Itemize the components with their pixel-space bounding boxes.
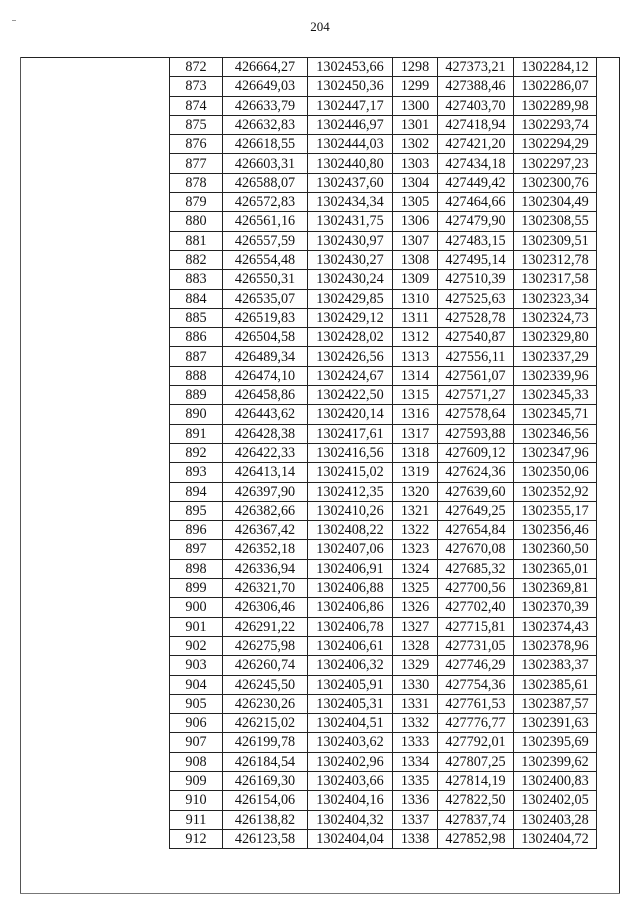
x-coordinate-cell: 426382,66 [223, 501, 308, 520]
y-coordinate-cell: 1302395,69 [514, 733, 597, 752]
table-row [170, 173, 597, 192]
x-coordinate-cell: 426633,79 [223, 96, 308, 115]
y-coordinate-cell: 1302406,91 [308, 559, 393, 578]
table-row [170, 810, 597, 829]
x-coordinate-cell: 427495,14 [438, 250, 514, 269]
y-coordinate-cell: 1302422,50 [308, 386, 393, 405]
y-coordinate-cell: 1302374,43 [514, 617, 597, 636]
y-coordinate-cell: 1302447,17 [308, 96, 393, 115]
table-row [170, 675, 597, 694]
table-row [170, 733, 597, 752]
y-coordinate-cell: 1302429,12 [308, 308, 393, 327]
x-coordinate-cell: 427540,87 [438, 328, 514, 347]
y-coordinate-cell: 1302444,03 [308, 135, 393, 154]
point-number-cell: 880 [170, 212, 223, 231]
point-number-cell: 1317 [393, 424, 438, 443]
table-row [170, 559, 597, 578]
y-coordinate-cell: 1302417,61 [308, 424, 393, 443]
y-coordinate-cell: 1302429,85 [308, 289, 393, 308]
y-coordinate-cell: 1302424,67 [308, 366, 393, 385]
y-coordinate-cell: 1302297,23 [514, 154, 597, 173]
point-number-cell: 904 [170, 675, 223, 694]
table-row [170, 463, 597, 482]
table-row [170, 250, 597, 269]
point-number-cell: 878 [170, 173, 223, 192]
x-coordinate-cell: 426519,83 [223, 308, 308, 327]
y-coordinate-cell: 1302434,34 [308, 193, 393, 212]
point-number-cell: 1320 [393, 482, 438, 501]
y-coordinate-cell: 1302360,50 [514, 540, 597, 559]
y-coordinate-cell: 1302324,73 [514, 308, 597, 327]
x-coordinate-cell: 427702,40 [438, 598, 514, 617]
point-number-cell: 1299 [393, 77, 438, 96]
y-coordinate-cell: 1302406,86 [308, 598, 393, 617]
x-coordinate-cell: 426123,58 [223, 829, 308, 848]
x-coordinate-cell: 426474,10 [223, 366, 308, 385]
x-coordinate-cell: 427776,77 [438, 714, 514, 733]
y-coordinate-cell: 1302289,98 [514, 96, 597, 115]
y-coordinate-cell: 1302369,81 [514, 579, 597, 598]
table-row [170, 308, 597, 327]
x-coordinate-cell: 426138,82 [223, 810, 308, 829]
x-coordinate-cell: 426428,38 [223, 424, 308, 443]
y-coordinate-cell: 1302430,24 [308, 270, 393, 289]
table-row [170, 694, 597, 713]
point-number-cell: 1336 [393, 791, 438, 810]
x-coordinate-cell: 427792,01 [438, 733, 514, 752]
x-coordinate-cell: 427556,11 [438, 347, 514, 366]
table-row [170, 96, 597, 115]
point-number-cell: 1334 [393, 752, 438, 771]
y-coordinate-cell: 1302378,96 [514, 636, 597, 655]
point-number-cell: 1304 [393, 173, 438, 192]
y-coordinate-cell: 1302391,63 [514, 714, 597, 733]
table-row [170, 424, 597, 443]
x-coordinate-cell: 427731,05 [438, 636, 514, 655]
y-coordinate-cell: 1302407,06 [308, 540, 393, 559]
point-number-cell: 881 [170, 231, 223, 250]
y-coordinate-cell: 1302428,02 [308, 328, 393, 347]
x-coordinate-cell: 427464,66 [438, 193, 514, 212]
table-row [170, 212, 597, 231]
x-coordinate-cell: 427670,08 [438, 540, 514, 559]
point-number-cell: 879 [170, 193, 223, 212]
y-coordinate-cell: 1302406,78 [308, 617, 393, 636]
x-coordinate-cell: 426352,18 [223, 540, 308, 559]
table-row [170, 405, 597, 424]
point-number-cell: 1338 [393, 829, 438, 848]
y-coordinate-cell: 1302415,02 [308, 463, 393, 482]
point-number-cell: 907 [170, 733, 223, 752]
x-coordinate-cell: 426504,58 [223, 328, 308, 347]
x-coordinate-cell: 426367,42 [223, 521, 308, 540]
x-coordinate-cell: 426169,30 [223, 771, 308, 790]
table-row [170, 617, 597, 636]
x-coordinate-cell: 426215,02 [223, 714, 308, 733]
table-row [170, 791, 597, 810]
y-coordinate-cell: 1302345,71 [514, 405, 597, 424]
x-coordinate-cell: 426230,26 [223, 694, 308, 713]
point-number-cell: 900 [170, 598, 223, 617]
x-coordinate-cell: 426588,07 [223, 173, 308, 192]
point-number-cell: 1315 [393, 386, 438, 405]
y-coordinate-cell: 1302402,05 [514, 791, 597, 810]
x-coordinate-cell: 427746,29 [438, 656, 514, 675]
x-coordinate-cell: 426632,83 [223, 115, 308, 134]
point-number-cell: 902 [170, 636, 223, 655]
point-number-cell: 882 [170, 250, 223, 269]
x-coordinate-cell: 427822,50 [438, 791, 514, 810]
x-coordinate-cell: 427624,36 [438, 463, 514, 482]
table-row [170, 347, 597, 366]
y-coordinate-cell: 1302355,17 [514, 501, 597, 520]
y-coordinate-cell: 1302405,31 [308, 694, 393, 713]
point-number-cell: 876 [170, 135, 223, 154]
point-number-cell: 908 [170, 752, 223, 771]
point-number-cell: 1335 [393, 771, 438, 790]
y-coordinate-cell: 1302312,78 [514, 250, 597, 269]
table-row [170, 771, 597, 790]
x-coordinate-cell: 426554,48 [223, 250, 308, 269]
table-row [170, 598, 597, 617]
y-coordinate-cell: 1302406,32 [308, 656, 393, 675]
y-coordinate-cell: 1302431,75 [308, 212, 393, 231]
y-coordinate-cell: 1302404,32 [308, 810, 393, 829]
y-coordinate-cell: 1302385,61 [514, 675, 597, 694]
point-number-cell: 1333 [393, 733, 438, 752]
point-number-cell: 1325 [393, 579, 438, 598]
table-row [170, 77, 597, 96]
y-coordinate-cell: 1302383,37 [514, 656, 597, 675]
point-number-cell: 910 [170, 791, 223, 810]
y-coordinate-cell: 1302412,35 [308, 482, 393, 501]
x-coordinate-cell: 426306,46 [223, 598, 308, 617]
x-coordinate-cell: 426618,55 [223, 135, 308, 154]
y-coordinate-cell: 1302420,14 [308, 405, 393, 424]
x-coordinate-cell: 426413,14 [223, 463, 308, 482]
x-coordinate-cell: 427571,27 [438, 386, 514, 405]
x-coordinate-cell: 426184,54 [223, 752, 308, 771]
y-coordinate-cell: 1302440,80 [308, 154, 393, 173]
table-row [170, 135, 597, 154]
point-number-cell: 1331 [393, 694, 438, 713]
x-coordinate-cell: 427418,94 [438, 115, 514, 134]
table-row [170, 579, 597, 598]
x-coordinate-cell: 426275,98 [223, 636, 308, 655]
x-coordinate-cell: 427761,53 [438, 694, 514, 713]
point-number-cell: 1322 [393, 521, 438, 540]
y-coordinate-cell: 1302347,96 [514, 443, 597, 462]
x-coordinate-cell: 426664,27 [223, 58, 308, 77]
x-coordinate-cell: 426458,86 [223, 386, 308, 405]
point-number-cell: 1311 [393, 308, 438, 327]
table-row [170, 752, 597, 771]
point-number-cell: 1298 [393, 58, 438, 77]
x-coordinate-cell: 427837,74 [438, 810, 514, 829]
table-row [170, 521, 597, 540]
x-coordinate-cell: 427609,12 [438, 443, 514, 462]
point-number-cell: 1321 [393, 501, 438, 520]
x-coordinate-cell: 427578,64 [438, 405, 514, 424]
x-coordinate-cell: 427434,18 [438, 154, 514, 173]
y-coordinate-cell: 1302405,91 [308, 675, 393, 694]
y-coordinate-cell: 1302406,88 [308, 579, 393, 598]
table-row [170, 501, 597, 520]
x-coordinate-cell: 426489,34 [223, 347, 308, 366]
x-coordinate-cell: 427510,39 [438, 270, 514, 289]
x-coordinate-cell: 426245,50 [223, 675, 308, 694]
bottom-frame-rule [20, 893, 620, 894]
point-number-cell: 1319 [393, 463, 438, 482]
y-coordinate-cell: 1302437,60 [308, 173, 393, 192]
x-coordinate-cell: 426561,16 [223, 212, 308, 231]
point-number-cell: 886 [170, 328, 223, 347]
x-coordinate-cell: 426422,33 [223, 443, 308, 462]
y-coordinate-cell: 1302304,49 [514, 193, 597, 212]
x-coordinate-cell: 427639,60 [438, 482, 514, 501]
point-number-cell: 1324 [393, 559, 438, 578]
y-coordinate-cell: 1302453,66 [308, 58, 393, 77]
y-coordinate-cell: 1302403,62 [308, 733, 393, 752]
point-number-cell: 898 [170, 559, 223, 578]
x-coordinate-cell: 426443,62 [223, 405, 308, 424]
y-coordinate-cell: 1302356,46 [514, 521, 597, 540]
point-number-cell: 901 [170, 617, 223, 636]
point-number-cell: 1316 [393, 405, 438, 424]
point-number-cell: 911 [170, 810, 223, 829]
x-coordinate-cell: 427593,88 [438, 424, 514, 443]
x-coordinate-cell: 426649,03 [223, 77, 308, 96]
x-coordinate-cell: 427403,70 [438, 96, 514, 115]
x-coordinate-cell: 426336,94 [223, 559, 308, 578]
point-number-cell: 1313 [393, 347, 438, 366]
table-row [170, 443, 597, 462]
x-coordinate-cell: 427685,32 [438, 559, 514, 578]
table-row [170, 154, 597, 173]
point-number-cell: 906 [170, 714, 223, 733]
coordinates-table [169, 57, 597, 849]
y-coordinate-cell: 1302339,96 [514, 366, 597, 385]
point-number-cell: 895 [170, 501, 223, 520]
point-number-cell: 875 [170, 115, 223, 134]
x-coordinate-cell: 427479,90 [438, 212, 514, 231]
table-row [170, 366, 597, 385]
x-coordinate-cell: 427715,81 [438, 617, 514, 636]
point-number-cell: 1323 [393, 540, 438, 559]
x-coordinate-cell: 426397,90 [223, 482, 308, 501]
left-frame-rule [20, 57, 21, 894]
point-number-cell: 1307 [393, 231, 438, 250]
y-coordinate-cell: 1302404,51 [308, 714, 393, 733]
x-coordinate-cell: 427700,56 [438, 579, 514, 598]
x-coordinate-cell: 427525,63 [438, 289, 514, 308]
point-number-cell: 1302 [393, 135, 438, 154]
point-number-cell: 890 [170, 405, 223, 424]
x-coordinate-cell: 426321,70 [223, 579, 308, 598]
x-coordinate-cell: 427561,07 [438, 366, 514, 385]
y-coordinate-cell: 1302430,97 [308, 231, 393, 250]
y-coordinate-cell: 1302403,66 [308, 771, 393, 790]
point-number-cell: 912 [170, 829, 223, 848]
point-number-cell: 888 [170, 366, 223, 385]
table-row [170, 193, 597, 212]
x-coordinate-cell: 427421,20 [438, 135, 514, 154]
point-number-cell: 1326 [393, 598, 438, 617]
point-number-cell: 884 [170, 289, 223, 308]
y-coordinate-cell: 1302329,80 [514, 328, 597, 347]
table-row [170, 386, 597, 405]
table-row [170, 482, 597, 501]
x-coordinate-cell: 427388,46 [438, 77, 514, 96]
point-number-cell: 1318 [393, 443, 438, 462]
x-coordinate-cell: 427807,25 [438, 752, 514, 771]
table-row [170, 829, 597, 848]
y-coordinate-cell: 1302294,29 [514, 135, 597, 154]
y-coordinate-cell: 1302416,56 [308, 443, 393, 462]
point-number-cell: 1308 [393, 250, 438, 269]
y-coordinate-cell: 1302308,55 [514, 212, 597, 231]
x-coordinate-cell: 427754,36 [438, 675, 514, 694]
point-number-cell: 1303 [393, 154, 438, 173]
y-coordinate-cell: 1302309,51 [514, 231, 597, 250]
y-coordinate-cell: 1302403,28 [514, 810, 597, 829]
y-coordinate-cell: 1302346,56 [514, 424, 597, 443]
table-row [170, 540, 597, 559]
point-number-cell: 1306 [393, 212, 438, 231]
point-number-cell: 1337 [393, 810, 438, 829]
y-coordinate-cell: 1302293,74 [514, 115, 597, 134]
x-coordinate-cell: 426154,06 [223, 791, 308, 810]
point-number-cell: 874 [170, 96, 223, 115]
table-row [170, 58, 597, 77]
point-number-cell: 1328 [393, 636, 438, 655]
x-coordinate-cell: 427483,15 [438, 231, 514, 250]
y-coordinate-cell: 1302430,27 [308, 250, 393, 269]
point-number-cell: 1300 [393, 96, 438, 115]
point-number-cell: 892 [170, 443, 223, 462]
y-coordinate-cell: 1302400,83 [514, 771, 597, 790]
y-coordinate-cell: 1302410,26 [308, 501, 393, 520]
y-coordinate-cell: 1302370,39 [514, 598, 597, 617]
x-coordinate-cell: 426557,59 [223, 231, 308, 250]
point-number-cell: 887 [170, 347, 223, 366]
point-number-cell: 1327 [393, 617, 438, 636]
point-number-cell: 897 [170, 540, 223, 559]
table-row [170, 270, 597, 289]
y-coordinate-cell: 1302300,76 [514, 173, 597, 192]
x-coordinate-cell: 426535,07 [223, 289, 308, 308]
point-number-cell: 1310 [393, 289, 438, 308]
point-number-cell: 905 [170, 694, 223, 713]
point-number-cell: 1309 [393, 270, 438, 289]
point-number-cell: 899 [170, 579, 223, 598]
point-number-cell: 889 [170, 386, 223, 405]
point-number-cell: 1332 [393, 714, 438, 733]
x-coordinate-cell: 427649,25 [438, 501, 514, 520]
point-number-cell: 877 [170, 154, 223, 173]
y-coordinate-cell: 1302426,56 [308, 347, 393, 366]
y-coordinate-cell: 1302404,72 [514, 829, 597, 848]
point-number-cell: 891 [170, 424, 223, 443]
point-number-cell: 909 [170, 771, 223, 790]
x-coordinate-cell: 426260,74 [223, 656, 308, 675]
x-coordinate-cell: 427449,42 [438, 173, 514, 192]
y-coordinate-cell: 1302404,16 [308, 791, 393, 810]
x-coordinate-cell: 426572,83 [223, 193, 308, 212]
y-coordinate-cell: 1302317,58 [514, 270, 597, 289]
x-coordinate-cell: 426550,31 [223, 270, 308, 289]
y-coordinate-cell: 1302399,62 [514, 752, 597, 771]
y-coordinate-cell: 1302365,01 [514, 559, 597, 578]
x-coordinate-cell: 427528,78 [438, 308, 514, 327]
y-coordinate-cell: 1302284,12 [514, 58, 597, 77]
y-coordinate-cell: 1302350,06 [514, 463, 597, 482]
point-number-cell: 873 [170, 77, 223, 96]
table-row [170, 231, 597, 250]
point-number-cell: 893 [170, 463, 223, 482]
y-coordinate-cell: 1302352,92 [514, 482, 597, 501]
y-coordinate-cell: 1302323,34 [514, 289, 597, 308]
x-coordinate-cell: 427852,98 [438, 829, 514, 848]
y-coordinate-cell: 1302450,36 [308, 77, 393, 96]
y-coordinate-cell: 1302406,61 [308, 636, 393, 655]
y-coordinate-cell: 1302446,97 [308, 115, 393, 134]
x-coordinate-cell: 426291,22 [223, 617, 308, 636]
table-row [170, 636, 597, 655]
point-number-cell: 1305 [393, 193, 438, 212]
point-number-cell: 883 [170, 270, 223, 289]
coordinates-table-body [170, 58, 597, 849]
point-number-cell: 885 [170, 308, 223, 327]
point-number-cell: 872 [170, 58, 223, 77]
x-coordinate-cell: 427373,21 [438, 58, 514, 77]
y-coordinate-cell: 1302387,57 [514, 694, 597, 713]
x-coordinate-cell: 427814,19 [438, 771, 514, 790]
page-number: 204 [310, 19, 330, 34]
table-row [170, 115, 597, 134]
x-coordinate-cell: 427654,84 [438, 521, 514, 540]
point-number-cell: 903 [170, 656, 223, 675]
table-row [170, 656, 597, 675]
table-row [170, 289, 597, 308]
point-number-cell: 894 [170, 482, 223, 501]
point-number-cell: 896 [170, 521, 223, 540]
table-row [170, 328, 597, 347]
y-coordinate-cell: 1302404,04 [308, 829, 393, 848]
point-number-cell: 1314 [393, 366, 438, 385]
y-coordinate-cell: 1302286,07 [514, 77, 597, 96]
x-coordinate-cell: 426199,78 [223, 733, 308, 752]
x-coordinate-cell: 426603,31 [223, 154, 308, 173]
point-number-cell: 1329 [393, 656, 438, 675]
y-coordinate-cell: 1302345,33 [514, 386, 597, 405]
y-coordinate-cell: 1302402,96 [308, 752, 393, 771]
point-number-cell: 1312 [393, 328, 438, 347]
point-number-cell: 1330 [393, 675, 438, 694]
point-number-cell: 1301 [393, 115, 438, 134]
y-coordinate-cell: 1302337,29 [514, 347, 597, 366]
table-row [170, 714, 597, 733]
y-coordinate-cell: 1302408,22 [308, 521, 393, 540]
